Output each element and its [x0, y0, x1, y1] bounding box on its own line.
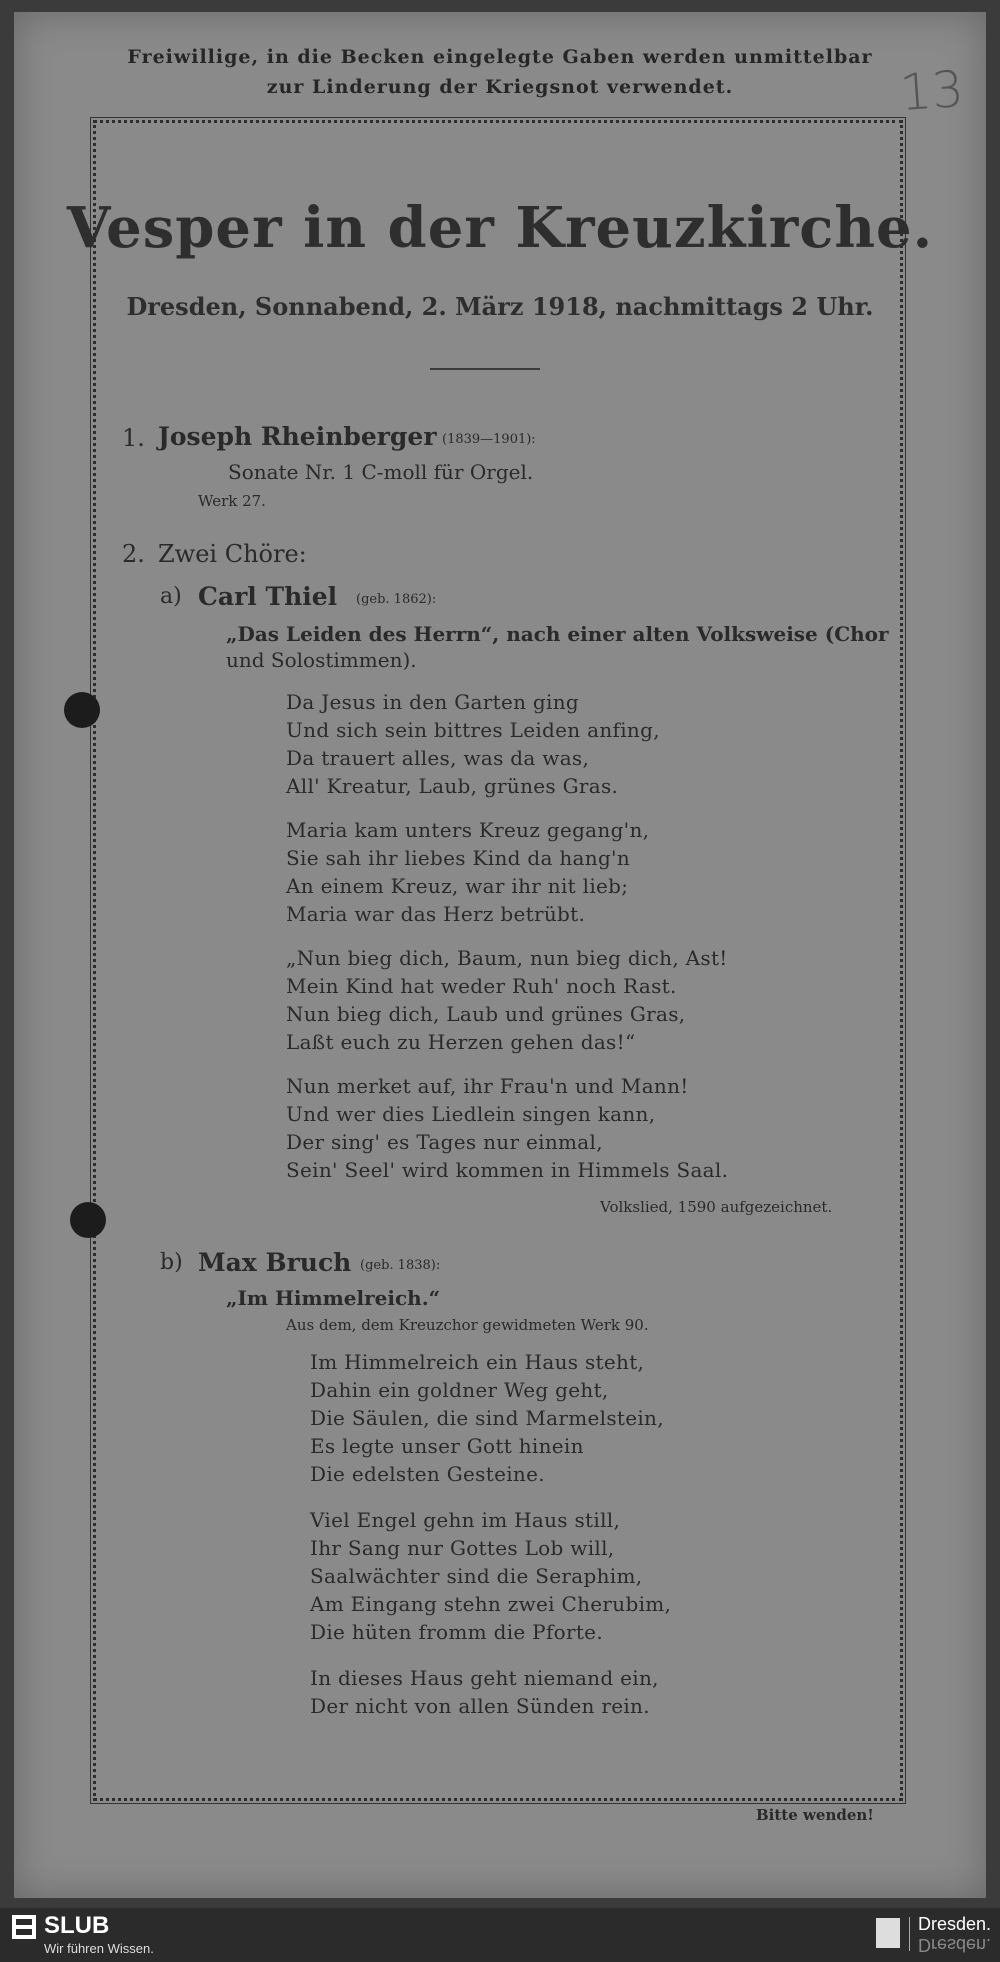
page-title: Vesper in der Kreuzkirche. — [66, 195, 934, 261]
item-1-composer: Joseph Rheinberger — [158, 422, 437, 451]
verse-line: Die edelsten Gesteine. — [310, 1462, 545, 1486]
item-2a-composer: Carl Thiel — [198, 582, 338, 611]
city-logo-reflection: Dresden. — [918, 1935, 992, 1955]
item-2b-letter: b) — [160, 1250, 183, 1275]
verse-line: Nun bieg dich, Laub und grünes Gras, — [286, 1002, 686, 1026]
verse-line: Der sing' es Tages nur einmal, — [286, 1130, 603, 1154]
verse-line: Die hüten fromm die Pforte. — [310, 1620, 603, 1644]
city-logo-text: Dresden. — [918, 1914, 992, 1934]
verse-line: Am Eingang stehn zwei Cherubim, — [310, 1592, 672, 1616]
verse-line: Da Jesus in den Garten ging — [286, 690, 580, 714]
library-name: SLUB — [44, 1912, 110, 1939]
verse-line: All' Kreatur, Laub, grünes Gras. — [286, 774, 619, 798]
slub-logo-icon — [12, 1915, 36, 1939]
punch-hole — [64, 692, 100, 728]
verse-line: Viel Engel gehn im Haus still, — [310, 1508, 621, 1532]
verse-line: Sie sah ihr liebes Kind da hang'n — [286, 846, 631, 870]
verse-line: Nun merket auf, ihr Frau'n und Mann! — [286, 1074, 689, 1098]
verse-line: Mein Kind hat weder Ruh' noch Rast. — [286, 974, 677, 998]
verse-line: Es legte unser Gott hinein — [310, 1434, 584, 1458]
item-2b-work: „Im Himmelreich.“ — [226, 1286, 441, 1310]
verse-line: Und sich sein bittres Leiden anfing, — [286, 718, 660, 742]
item-2a-work-line2: und Solostimmen). — [226, 648, 417, 672]
item-2a-work-line1: „Das Leiden des Herrn“, nach einer alten Volksweise (Chor — [226, 622, 889, 646]
turn-over-note: Bitte wenden! — [756, 1806, 874, 1824]
verse-line: Dahin ein goldner Weg geht, — [310, 1378, 609, 1402]
verse-line: Maria kam unters Kreuz gegang'n, — [286, 818, 650, 842]
city-crest-icon — [876, 1918, 900, 1948]
verse-line: In dieses Haus geht niemand ein, — [310, 1666, 659, 1690]
item-2a-letter: a) — [160, 584, 182, 609]
verse-line: Sein' Seel' wird kommen in Himmels Saal. — [286, 1158, 729, 1182]
item-2b-dedication: Aus dem, dem Kreuzchor gewidmeten Werk 90. — [286, 1316, 649, 1334]
verse-line: An einem Kreuz, war ihr nit lieb; — [286, 874, 629, 898]
donation-notice-line2: zur Linderung der Kriegsnot verwendet. — [266, 76, 734, 98]
verse-line: Und wer dies Liedlein singen kann, — [286, 1102, 656, 1126]
divider — [430, 368, 540, 370]
footer-divider — [909, 1917, 910, 1951]
verse-line: Ihr Sang nur Gottes Lob will, — [310, 1536, 615, 1560]
item-1-dates: (1839—1901): — [442, 432, 536, 447]
verse-line: Laßt euch zu Herzen gehen das!“ — [286, 1030, 636, 1054]
verse-line: Im Himmelreich ein Haus steht, — [310, 1350, 645, 1374]
event-date: Dresden, Sonnabend, 2. März 1918, nachmittags 2 Uhr. — [126, 292, 874, 321]
verse-line: Saalwächter sind die Seraphim, — [310, 1564, 643, 1588]
item-1-opus: Werk 27. — [198, 492, 266, 510]
verse-line: Die Säulen, die sind Marmelstein, — [310, 1406, 664, 1430]
item-2a-dates: (geb. 1862): — [356, 592, 437, 607]
item-1-work: Sonate Nr. 1 C-moll für Orgel. — [228, 460, 534, 484]
verse-line: Da trauert alles, was da was, — [286, 746, 590, 770]
verse-line: Maria war das Herz betrübt. — [286, 902, 586, 926]
item-2-heading: Zwei Chöre: — [158, 540, 307, 568]
footer-bar — [0, 1908, 1000, 1962]
punch-hole — [70, 1202, 106, 1238]
item-2-number: 2. — [122, 540, 145, 568]
verse-line: „Nun bieg dich, Baum, nun bieg dich, Ast! — [286, 946, 728, 970]
item-2a-credit: Volkslied, 1590 aufgezeichnet. — [600, 1198, 833, 1216]
library-tagline: Wir führen Wissen. — [44, 1941, 154, 1956]
item-1-number: 1. — [122, 424, 145, 452]
item-2b-composer: Max Bruch — [198, 1248, 352, 1277]
pencil-page-number: 13 — [898, 59, 966, 123]
item-2b-dates: (geb. 1838): — [360, 1258, 441, 1273]
donation-notice-line1: Freiwillige, in die Becken eingelegte Gaben werden unmittelbar — [127, 46, 873, 68]
verse-line: Der nicht von allen Sünden rein. — [310, 1694, 650, 1718]
